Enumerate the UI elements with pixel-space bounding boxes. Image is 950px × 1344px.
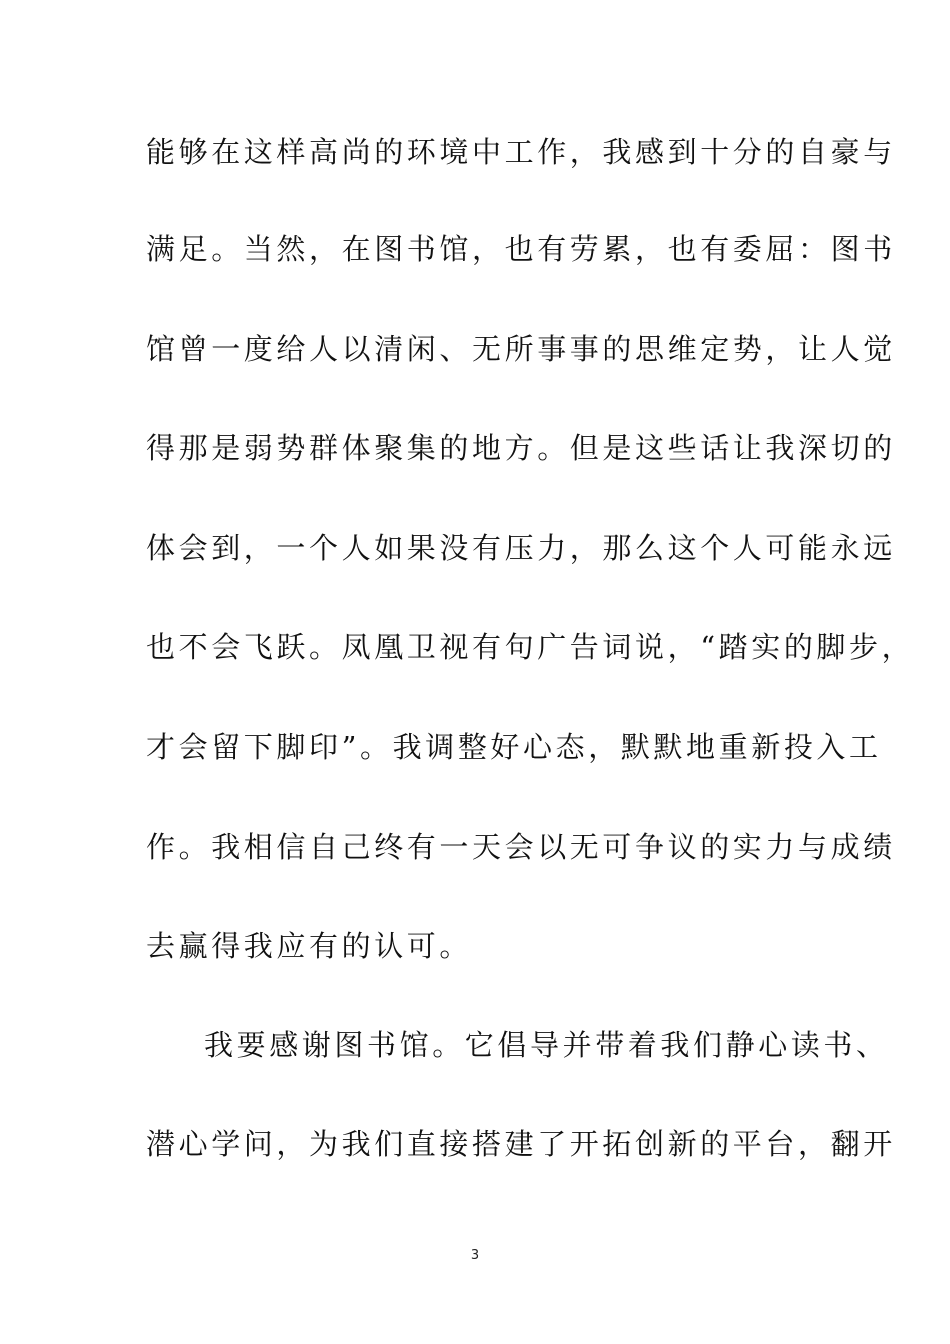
text-line: 才会留下脚印”。我调整好心态，默默地重新投入工 [146, 730, 882, 764]
text-line: 潜心学问，为我们直接搭建了开拓创新的平台，翻开 [146, 1127, 896, 1161]
page-number: 3 [470, 1248, 480, 1263]
paragraph-start-line: 我要感谢图书馆。它倡导并带着我们静心读书、 [204, 1028, 889, 1062]
text-line: 体会到，一个人如果没有压力，那么这个人可能永远 [146, 531, 896, 565]
text-line: 能够在这样高尚的环境中工作，我感到十分的自豪与 [146, 135, 896, 169]
text-line: 得那是弱势群体聚集的地方。但是这些话让我深切的 [146, 431, 896, 465]
text-line: 满足。当然，在图书馆，也有劳累，也有委屈：图书 [146, 232, 896, 266]
text-line: 去赢得我应有的认可。 [146, 929, 473, 963]
text-line: 馆曾一度给人以清闲、无所事事的思维定势，让人觉 [146, 332, 896, 366]
text-line: 作。我相信自己终有一天会以无可争议的实力与成绩 [146, 830, 896, 864]
text-line: 也不会飞跃。凤凰卫视有句广告词说，“踏实的脚步， [146, 630, 915, 664]
